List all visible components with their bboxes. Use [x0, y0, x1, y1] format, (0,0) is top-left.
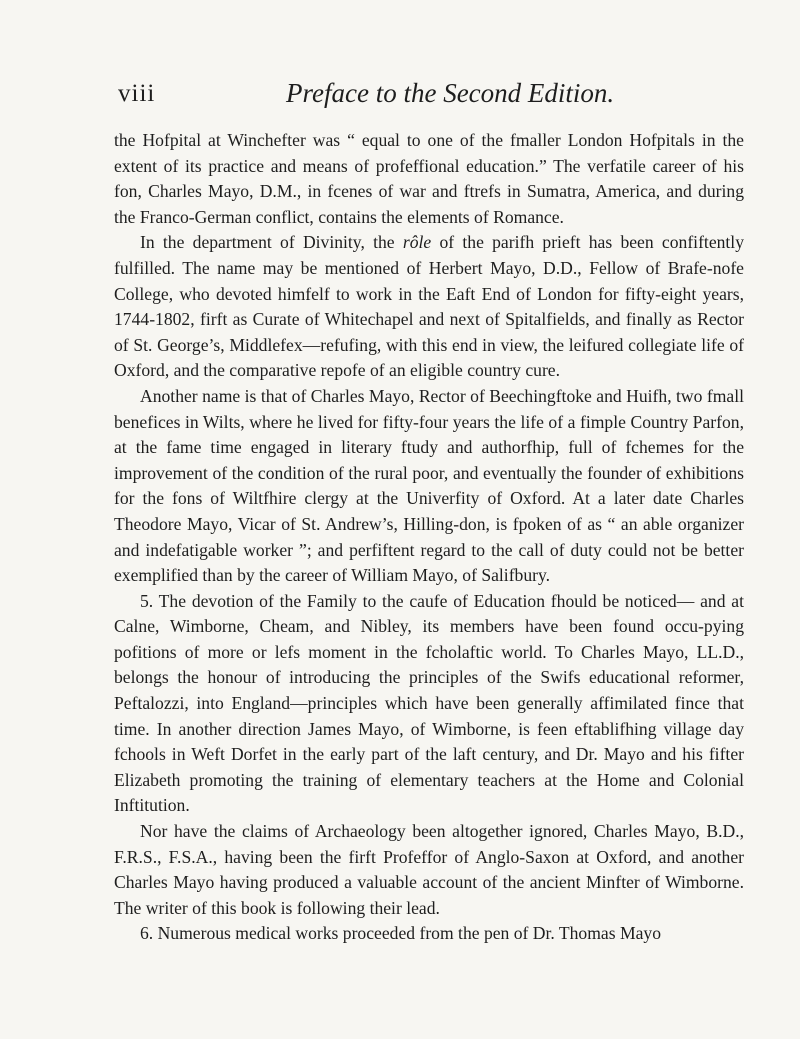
- body-text: [114, 128, 744, 947]
- paragraph-2-start: In the department of Divinity, the: [140, 232, 403, 253]
- page-number: viii: [118, 80, 156, 107]
- role-italic: rôle: [402, 232, 432, 253]
- running-title: Preface to the Second Edition.: [286, 78, 615, 108]
- paragraph-5: Nor have the claims of Archaeology been altogether ignored, Charles Mayo, B.D., F.R.S., F.S.A., having been the firft Profeffor of Anglo-Saxon at Oxford, and another Charles Mayo having produced a valuable account of the ancient Minfter of Wimborne. The writer of this book is following their lead.: [114, 821, 744, 918]
- paragraph-2-rest: of the parifh prieft has been confiftently fulfilled. The name may be mentioned of Herbert Mayo, D.D., Fellow of Brafe-nofe College, who devoted himfelf to work in the Eaft End of London for fifty-eight years, 1744-1802, firft as Curate of Whitechapel and next of Spitalfields, and finally as Rector of St. George’s, Middlefex—refufing, with this end in view, the leifured collegiate life of Oxford, and the comparative repofe of an eligible country cure.: [114, 232, 744, 381]
- paragraph-1: the Hofpital at Winchefter was “ equal to one of the fmaller London Hofpitals in the extent of its practice and means of profeffional education.” The verfatile career of his fon, Charles Mayo, D.M., in fcenes of war and ftrefs in Sumatra, America, and during the Franco-German conflict, contains the elements of Romance.: [114, 130, 744, 227]
- paragraph-3: Another name is that of Charles Mayo, Rector of Beechingftoke and Huifh, two fmall benefices in Wilts, where he lived for fifty-four years the life of a fimple Country Parfon, at the fame time engaged in literary ftudy and authorfhip, full of fchemes for the improvement of the condition of the rural poor, and eventually the founder of exhibitions for the fons of Wiltfhire clergy at the Univerfity of Oxford. At a later date Charles Theodore Mayo, Vicar of St. Andrew’s, Hilling-don, is fpoken of as “ an able organizer and indefatigable worker ”; and perfiftent regard to the call of duty could not be better exemplified than by the career of William Mayo, of Salifbury.: [114, 385, 744, 586]
- paragraph-2: [114, 230, 744, 384]
- paragraph-4: 5. The devotion of the Family to the caufe of Education fhould be noticed— and at Calne, Wimborne, Cheam, and Nibley, its members have been found occu-pying pofitions of more or lefs moment in the fcholaftic world. To Charles Mayo, LL.D., belongs the honour of introducing the principles of the Swifs educational reformer, Peftalozzi, into England—principles which have been generally affimilated fince that time. In another direction James Mayo, of Wimborne, is feen eftablifhing village day fchools in Weft Dorfet in the early part of the laft century, and Dr. Mayo and his fifter Elizabeth promoting the training of elementary teachers at the Home and Colonial Inftitution.: [114, 590, 744, 816]
- paragraph-6: 6. Numerous medical works proceeded from the pen of Dr. Thomas Mayo: [140, 923, 661, 944]
- page-header: [118, 78, 738, 118]
